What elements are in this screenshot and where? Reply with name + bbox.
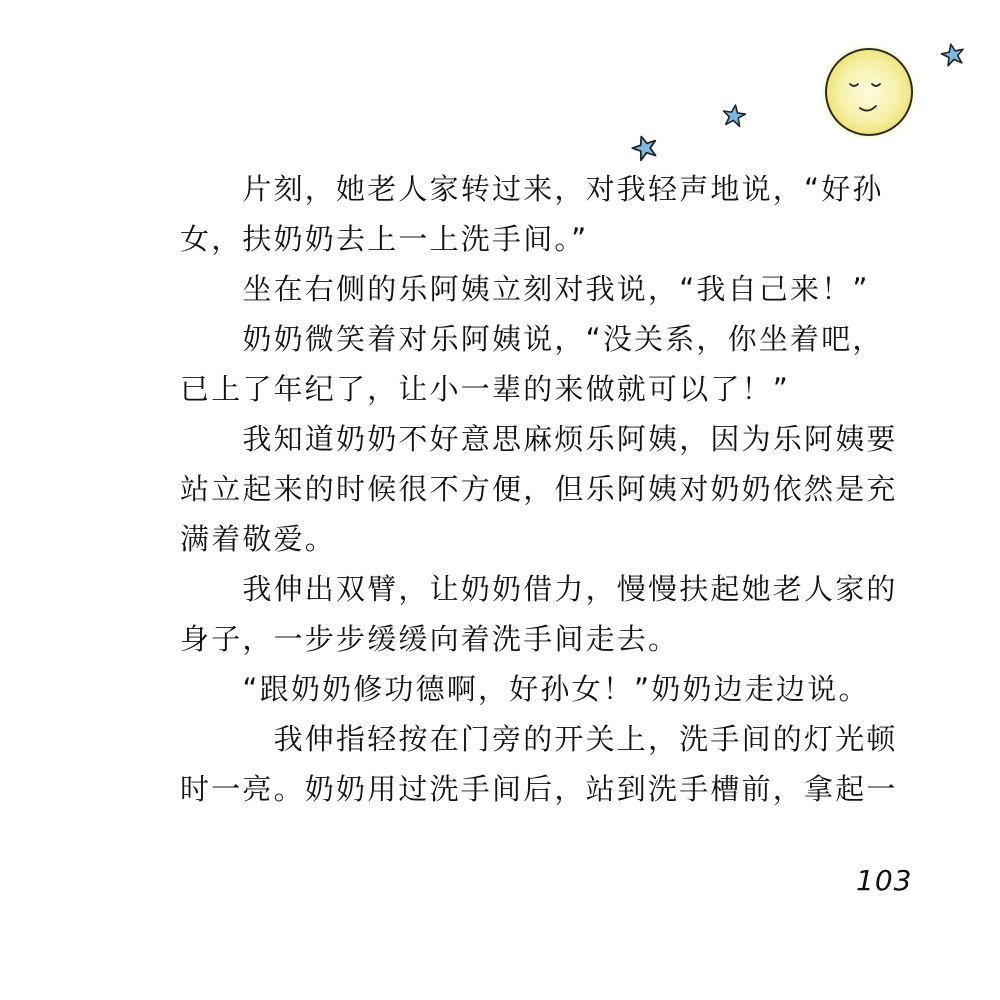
text-line: 我伸出双臂，让奶奶借力，慢慢扶起她老人家的	[180, 572, 898, 606]
star-icon	[630, 133, 660, 162]
page-number: 103	[856, 864, 913, 897]
text-line: 坐在右侧的乐阿姨立刻对我说，“我自己来！”	[180, 272, 870, 306]
star-icon	[940, 42, 966, 67]
text-line: 奶奶微笑着对乐阿姨说，“没关系，你坐着吧，	[180, 322, 884, 356]
text-line: “跟奶奶修功德啊，好孙女！”奶奶边走边说。	[180, 672, 870, 706]
text-line: 女，扶奶奶去上一上洗手间。”	[180, 222, 589, 256]
text-line: 满着敬爱。	[180, 522, 337, 556]
moon-icon	[822, 45, 916, 139]
story-text	[180, 164, 898, 814]
text-line: 站立起来的时候很不方便，但乐阿姨对奶奶依然是充	[180, 472, 898, 506]
star-icon	[722, 104, 747, 127]
text-line: 片刻，她老人家转过来，对我轻声地说，“好孙	[180, 172, 884, 206]
text-line: 我知道奶奶不好意思麻烦乐阿姨，因为乐阿姨要	[180, 422, 898, 456]
text-line: 时一亮。奶奶用过洗手间后，站到洗手槽前，拿起一	[180, 772, 898, 806]
text-line: 已上了年纪了，让小一辈的来做就可以了！”	[180, 372, 791, 406]
text-line: 身子，一步步缓缓向着洗手间走去。	[180, 622, 680, 656]
text-line: 我伸指轻按在门旁的开关上，洗手间的灯光顿	[180, 722, 898, 756]
